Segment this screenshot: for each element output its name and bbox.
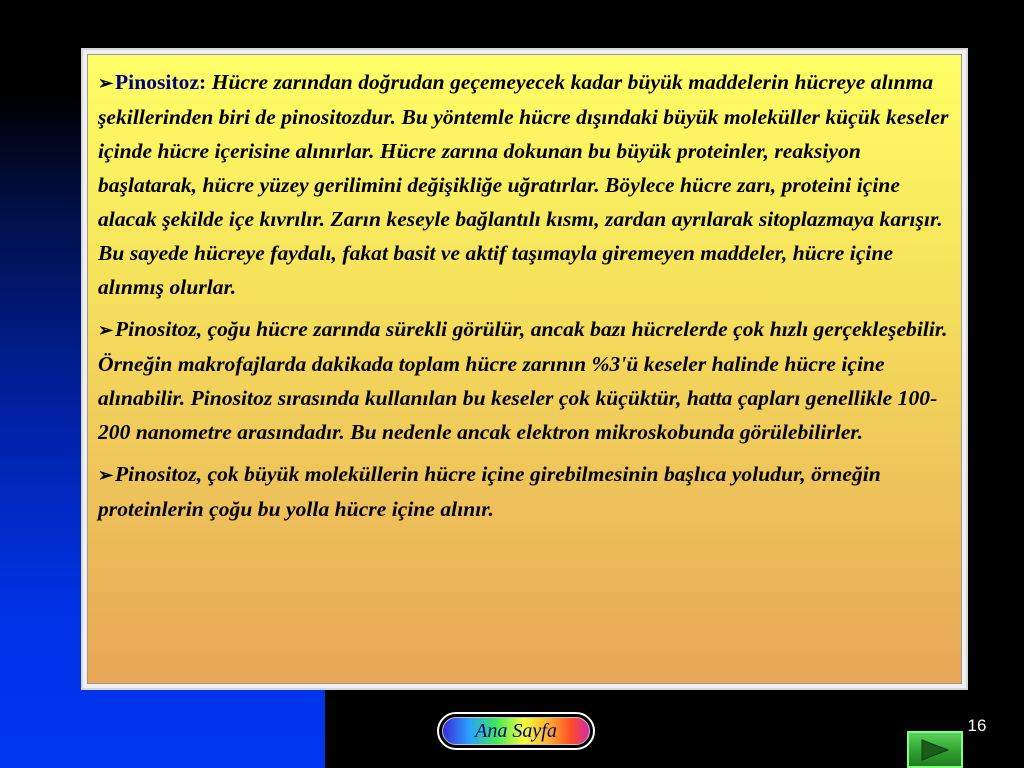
home-button-label: Ana Sayfa (475, 719, 557, 742)
page-number: 16 (967, 716, 987, 735)
arrow-bullet-icon: ➢ (98, 465, 114, 485)
arrow-bullet-icon: ➢ (98, 320, 114, 340)
arrow-bullet-icon: ➢ (98, 73, 114, 93)
home-button-face (442, 717, 590, 745)
content-frame (81, 48, 968, 690)
paragraph-text: Pinositoz, çok büyük moleküllerin hücre içine girebilmesinin başlıca yoludur, örneğin proteinlerin çoğu bu yolla hücre içine alınır. (98, 462, 881, 521)
play-triangle-icon (920, 739, 950, 761)
text-box (87, 54, 962, 684)
paragraph-text: Pinositoz, çoğu hücre zarında sürekli görülür, ancak bazı hücrelerde çok hızlı gerçekleşebilir. Örneğin makrofajlarda dakikada toplam hücre zarının %3'ü keseler halinde hücre içine alınabilir. Pinositoz sırasında kullanılan bu keseler çok küçüktür, hatta çapları genellikle 100-200 nanometre arasındadır. Bu nedenle ancak elektron mikroskobunda görülebilirler. (98, 317, 948, 444)
paragraph-lead: Pinositoz: (115, 70, 207, 94)
paragraph-1 (98, 65, 951, 304)
paragraph-3 (98, 457, 951, 526)
paragraph-text: Hücre zarından doğrudan geçemeyecek kadar büyük maddelerin hücreye alınma şekillerinden biri de pinositozdur. Bu yöntemle hücre dışındaki büyük moleküller küçük keseler içinde hücre içerisine alınırlar. Hücre zarına dokunan bu büyük proteinler, reaksiyon başlatarak, hücre yüzey gerilimini değişikliğe uğratırlar. Böylece hücre zarı, proteini içine alacak şekilde içe kıvrılır. Zarın keseyle bağlantılı kısmı, zardan ayrılarak sitoplazmaya karışır. Bu sayede hücreye faydalı, fakat basit ve aktif taşımayla giremeyen maddeler, hücre içine alınmış olurlar. (98, 70, 949, 299)
home-button[interactable] (437, 712, 595, 750)
paragraph-2 (98, 312, 951, 449)
next-slide-button[interactable] (907, 731, 963, 768)
